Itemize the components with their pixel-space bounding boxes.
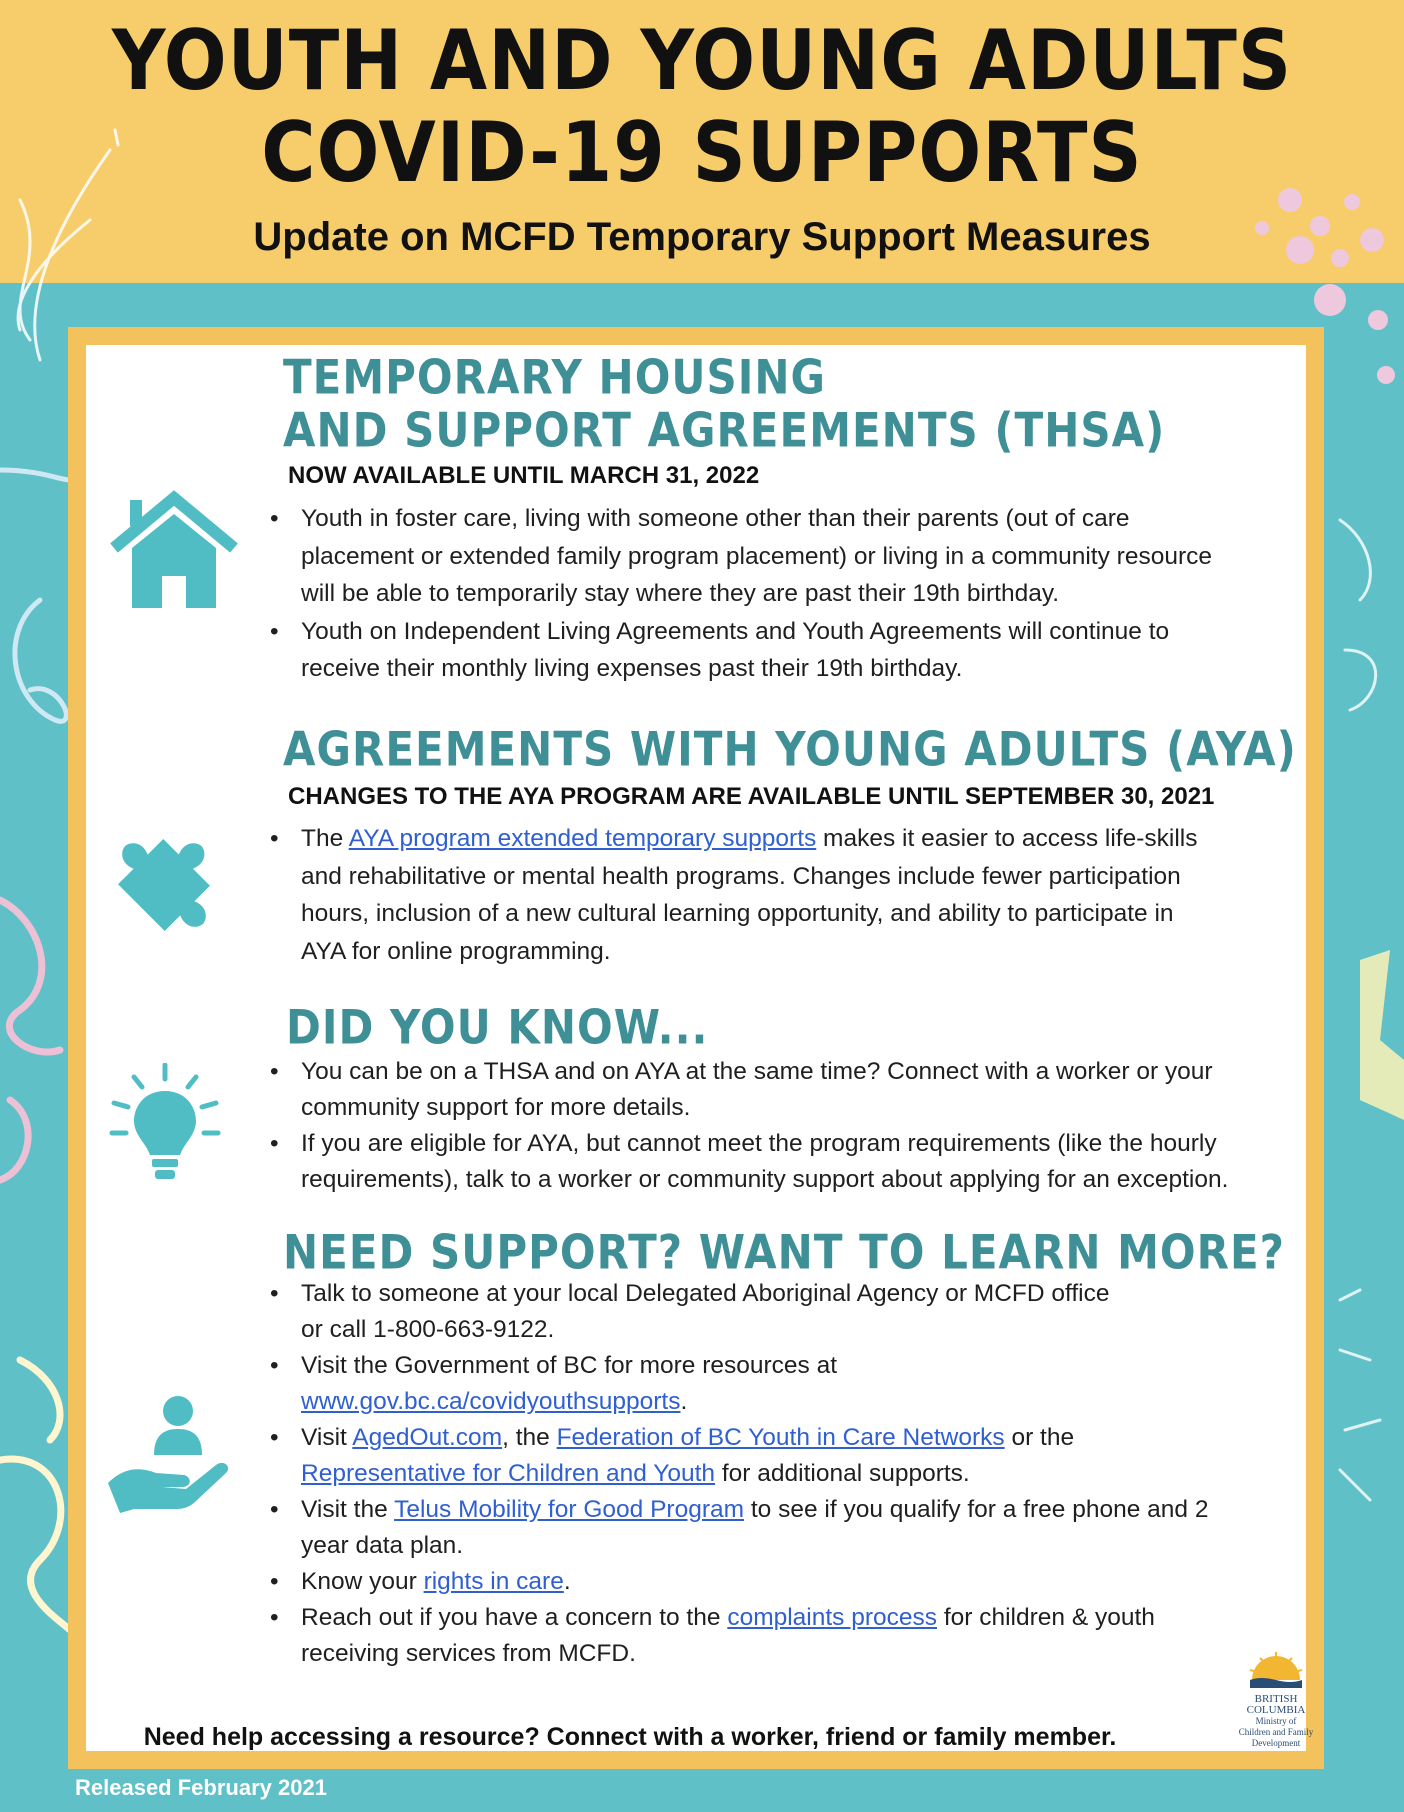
bullet-text: Know your — [301, 1568, 424, 1595]
bullet-text: community support for more details. — [301, 1094, 691, 1121]
bullet-text: The — [301, 825, 349, 852]
bullet-text: receive their monthly living expenses past their 19th birthday. — [301, 655, 963, 682]
bullet-text: hours, inclusion of a new cultural learning opportunity, and ability to participate in — [301, 900, 1174, 927]
list-item — [270, 820, 1300, 970]
list-item — [270, 500, 1300, 613]
puzzle-piece-icon — [102, 822, 226, 948]
federation-bc-youth-link[interactable]: Federation of BC Youth in Care Networks — [556, 1424, 1005, 1451]
bullet-text: for children & youth — [937, 1604, 1155, 1631]
bullet-text: or call 1-800-663-9122. — [301, 1316, 555, 1343]
bullet-text: • Visit the Government of BC for more resources at — [301, 1352, 838, 1379]
list-item — [270, 1492, 1310, 1564]
did-you-know-bullet-list — [270, 1054, 1310, 1198]
bullet-text: • You can be on a THSA and on AYA at the same time? Connect with a worker or your — [301, 1058, 1213, 1085]
bullet-text: . — [563, 1568, 571, 1595]
logo-text: BRITISH — [1254, 1693, 1298, 1705]
page-title-line-2: COVID-19 SUPPORTS — [261, 104, 1143, 202]
aya-title: AGREEMENTS WITH YOUNG ADULTS (AYA) — [283, 722, 1297, 777]
list-item — [270, 1420, 1310, 1492]
bullet-text: Visit the — [301, 1496, 395, 1523]
bullet-text: . — [680, 1388, 688, 1415]
list-item — [270, 1600, 1310, 1672]
list-item — [270, 1054, 1310, 1126]
bullet-text: makes it easier to access life-skills — [816, 825, 1198, 852]
bullet-text: • Youth in foster care, living with someone other than their parents (out of care — [301, 505, 1130, 532]
closing-message: Need help accessing a resource? Connect with a worker, friend or family member. — [143, 1723, 1117, 1751]
need-support-title: NEED SUPPORT? WANT TO LEARN MORE? — [283, 1225, 1286, 1280]
complaints-process-link[interactable]: complaints process — [727, 1604, 938, 1631]
aya-bullet-list — [270, 820, 1300, 970]
bullet-text: or the — [1004, 1424, 1075, 1451]
page-title-line-1: YOUTH AND YOUNG ADULTS — [111, 12, 1293, 110]
bullet-text: receiving services from MCFD. — [301, 1640, 636, 1667]
list-item — [270, 1126, 1310, 1198]
bullet-text: will be able to temporarily stay where they are past their 19th birthday. — [301, 580, 1060, 607]
gov-bc-link[interactable]: www.gov.bc.ca/covidyouthsupports — [301, 1388, 681, 1415]
aya-subtitle: CHANGES TO THE AYA PROGRAM ARE AVAILABLE UNTIL SEPTEMBER 30, 2021 — [288, 783, 1215, 810]
bullet-text: • Talk to someone at your local Delegated Aboriginal Agency or MCFD office — [301, 1280, 1110, 1307]
lightbulb-icon — [108, 1063, 222, 1183]
representative-children-youth-link[interactable]: Representative for Children and Youth — [301, 1460, 716, 1487]
need-support-bullet-list — [270, 1276, 1310, 1672]
bullet-text: placement or extended family program placement) or living in a community resource — [301, 542, 1212, 570]
bullet-text: Reach out if you have a concern to the — [301, 1604, 728, 1631]
thsa-title-line-1: TEMPORARY HOUSING — [283, 350, 827, 405]
bullet-text: • Youth on Independent Living Agreements and Youth Agreements will continue to — [301, 617, 1170, 645]
logo-text: Children and Family — [1238, 1727, 1314, 1737]
bullet-text: • If you are eligible for AYA, but cannot meet the program requirements (like the hourly — [301, 1130, 1217, 1157]
agedout-link[interactable]: AgedOut.com — [352, 1424, 503, 1451]
thsa-bullet-list — [270, 500, 1300, 688]
telus-mobility-link[interactable]: Telus Mobility for Good Program — [394, 1496, 745, 1523]
bullet-text: to see if you qualify for a free phone and 2 — [744, 1496, 1209, 1523]
bullet-text: year data plan. — [301, 1532, 464, 1559]
thsa-title-line-2: AND SUPPORT AGREEMENTS (THSA) — [283, 403, 1166, 458]
logo-text: Development — [1251, 1738, 1301, 1748]
bullet-text: and rehabilitative or mental health programs. Changes include fewer participation — [301, 862, 1181, 890]
logo-text: Ministry of — [1255, 1716, 1297, 1726]
list-item — [270, 1348, 1310, 1420]
house-icon — [108, 490, 240, 612]
thsa-subtitle: NOW AVAILABLE UNTIL MARCH 31, 2022 — [288, 462, 760, 489]
list-item — [270, 1276, 1310, 1348]
aya-program-link[interactable]: AYA program extended temporary supports — [348, 825, 817, 852]
page-subtitle: Update on MCFD Temporary Support Measures — [253, 215, 1151, 259]
hand-holding-person-icon — [104, 1393, 234, 1513]
list-item — [270, 613, 1300, 688]
bc-sun-emblem-icon — [1246, 1650, 1306, 1690]
release-date: Released February 2021 — [75, 1775, 327, 1800]
bullet-text: for additional supports. — [715, 1460, 970, 1487]
bullet-text: , the — [502, 1424, 557, 1451]
list-item — [270, 1564, 1310, 1600]
bc-government-logo — [1228, 1650, 1324, 1756]
did-you-know-title: DID YOU KNOW... — [286, 1000, 709, 1055]
bullet-text: Visit — [301, 1424, 353, 1451]
bullet-text: requirements), talk to a worker or community support about applying for an exception. — [301, 1166, 1229, 1193]
logo-text: COLUMBIA — [1246, 1704, 1306, 1716]
bullet-text: AYA for online programming. — [301, 937, 611, 965]
rights-in-care-link[interactable]: rights in care — [423, 1568, 564, 1595]
